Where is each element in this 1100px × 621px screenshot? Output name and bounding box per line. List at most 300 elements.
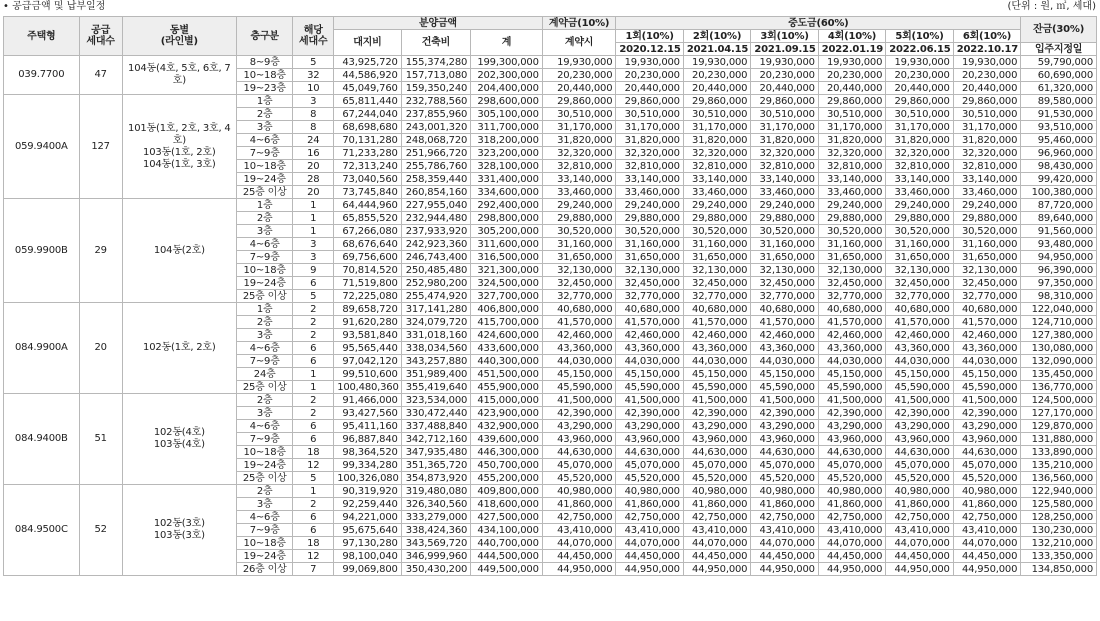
installment-5-cell: 41,860,000 bbox=[886, 498, 953, 511]
installment-2-cell: 43,410,000 bbox=[683, 524, 750, 537]
units-cell: 16 bbox=[293, 147, 334, 160]
installment-4-cell: 43,960,000 bbox=[818, 433, 885, 446]
installment-2-cell: 44,070,000 bbox=[683, 537, 750, 550]
units-cell: 3 bbox=[293, 251, 334, 264]
installment-1-cell: 43,410,000 bbox=[616, 524, 683, 537]
installment-6-cell: 31,160,000 bbox=[953, 238, 1021, 251]
installment-3-cell: 31,820,000 bbox=[751, 134, 818, 147]
supply-units-cell: 127 bbox=[79, 95, 122, 199]
deposit-cell: 31,170,000 bbox=[542, 121, 616, 134]
building-price-cell: 319,480,080 bbox=[401, 485, 471, 498]
land-price-cell: 65,811,440 bbox=[334, 95, 401, 108]
installment-4-cell: 44,070,000 bbox=[818, 537, 885, 550]
installment-3-cell: 45,070,000 bbox=[751, 459, 818, 472]
total-price-cell: 316,500,000 bbox=[471, 251, 543, 264]
units-cell: 3 bbox=[293, 95, 334, 108]
installment-4-cell: 42,390,000 bbox=[818, 407, 885, 420]
land-price-cell: 98,364,520 bbox=[334, 446, 401, 459]
installment-3-cell: 40,680,000 bbox=[751, 303, 818, 316]
deposit-cell: 43,410,000 bbox=[542, 524, 616, 537]
land-price-cell: 70,131,280 bbox=[334, 134, 401, 147]
header-total: 계 bbox=[471, 30, 543, 56]
balance-cell: 132,210,000 bbox=[1021, 537, 1097, 550]
installment-5-cell: 41,570,000 bbox=[886, 316, 953, 329]
installment-6-cell: 41,570,000 bbox=[953, 316, 1021, 329]
deposit-cell: 29,860,000 bbox=[542, 95, 616, 108]
deposit-cell: 32,130,000 bbox=[542, 264, 616, 277]
header-installment-2: 2회(10%) bbox=[683, 30, 750, 43]
header-deposit-timing: 계약시 bbox=[542, 30, 616, 56]
header-installment-3: 3회(10%) bbox=[751, 30, 818, 43]
supply-units-cell: 47 bbox=[79, 56, 122, 95]
total-price-cell: 204,400,000 bbox=[471, 82, 543, 95]
installment-5-cell: 29,240,000 bbox=[886, 199, 953, 212]
land-price-cell: 67,244,040 bbox=[334, 108, 401, 121]
deposit-cell: 29,240,000 bbox=[542, 199, 616, 212]
installment-6-cell: 20,230,000 bbox=[953, 69, 1021, 82]
installment-5-cell: 42,460,000 bbox=[886, 329, 953, 342]
land-price-cell: 92,259,440 bbox=[334, 498, 401, 511]
installment-3-cell: 43,290,000 bbox=[751, 420, 818, 433]
installment-1-cell: 41,500,000 bbox=[616, 394, 683, 407]
installment-4-cell: 45,520,000 bbox=[818, 472, 885, 485]
installment-3-cell: 29,240,000 bbox=[751, 199, 818, 212]
floor-cell: 1층 bbox=[237, 95, 293, 108]
installment-1-cell: 40,680,000 bbox=[616, 303, 683, 316]
deposit-cell: 33,460,000 bbox=[542, 186, 616, 199]
units-cell: 9 bbox=[293, 264, 334, 277]
land-price-cell: 93,427,560 bbox=[334, 407, 401, 420]
units-cell: 32 bbox=[293, 69, 334, 82]
total-price-cell: 311,600,000 bbox=[471, 238, 543, 251]
balance-cell: 96,390,000 bbox=[1021, 264, 1097, 277]
installment-3-cell: 43,410,000 bbox=[751, 524, 818, 537]
installment-1-cell: 31,820,000 bbox=[616, 134, 683, 147]
installment-1-cell: 44,450,000 bbox=[616, 550, 683, 563]
dong-cell: 102동(1호, 2호) bbox=[122, 303, 237, 394]
installment-2-cell: 40,680,000 bbox=[683, 303, 750, 316]
total-price-cell: 424,600,000 bbox=[471, 329, 543, 342]
installment-3-cell: 31,160,000 bbox=[751, 238, 818, 251]
installment-1-cell: 30,510,000 bbox=[616, 108, 683, 121]
units-cell: 3 bbox=[293, 238, 334, 251]
land-price-cell: 91,466,000 bbox=[334, 394, 401, 407]
total-price-cell: 451,500,000 bbox=[471, 368, 543, 381]
installment-1-cell: 19,930,000 bbox=[616, 56, 683, 69]
installment-2-cell: 44,450,000 bbox=[683, 550, 750, 563]
balance-cell: 136,560,000 bbox=[1021, 472, 1097, 485]
deposit-cell: 31,650,000 bbox=[542, 251, 616, 264]
balance-cell: 129,870,000 bbox=[1021, 420, 1097, 433]
installment-2-cell: 42,390,000 bbox=[683, 407, 750, 420]
total-price-cell: 298,600,000 bbox=[471, 95, 543, 108]
installment-4-cell: 29,240,000 bbox=[818, 199, 885, 212]
installment-5-cell: 42,390,000 bbox=[886, 407, 953, 420]
land-price-cell: 67,266,080 bbox=[334, 225, 401, 238]
installment-6-cell: 44,950,000 bbox=[953, 563, 1021, 576]
units-cell: 2 bbox=[293, 303, 334, 316]
deposit-cell: 41,500,000 bbox=[542, 394, 616, 407]
building-price-cell: 232,944,480 bbox=[401, 212, 471, 225]
table-row bbox=[4, 95, 1097, 108]
installment-6-cell: 32,130,000 bbox=[953, 264, 1021, 277]
installment-1-cell: 44,630,000 bbox=[616, 446, 683, 459]
floor-cell: 7~9층 bbox=[237, 433, 293, 446]
units-cell: 6 bbox=[293, 524, 334, 537]
units-cell: 1 bbox=[293, 368, 334, 381]
installment-1-cell: 29,860,000 bbox=[616, 95, 683, 108]
installment-3-cell: 45,520,000 bbox=[751, 472, 818, 485]
header-floor: 층구분 bbox=[237, 17, 293, 56]
balance-cell: 91,530,000 bbox=[1021, 108, 1097, 121]
balance-cell: 91,560,000 bbox=[1021, 225, 1097, 238]
floor-cell: 25층 이상 bbox=[237, 381, 293, 394]
building-price-cell: 242,923,360 bbox=[401, 238, 471, 251]
installment-4-cell: 31,160,000 bbox=[818, 238, 885, 251]
installment-3-cell: 43,960,000 bbox=[751, 433, 818, 446]
installment-3-cell: 33,140,000 bbox=[751, 173, 818, 186]
total-price-cell: 423,900,000 bbox=[471, 407, 543, 420]
units-cell: 2 bbox=[293, 329, 334, 342]
installment-5-cell: 29,880,000 bbox=[886, 212, 953, 225]
installment-2-cell: 44,030,000 bbox=[683, 355, 750, 368]
deposit-cell: 41,860,000 bbox=[542, 498, 616, 511]
floor-cell: 2층 bbox=[237, 108, 293, 121]
land-price-cell: 99,069,800 bbox=[334, 563, 401, 576]
installment-2-cell: 29,860,000 bbox=[683, 95, 750, 108]
installment-2-cell: 32,130,000 bbox=[683, 264, 750, 277]
header-supply-units: 공급 세대수 bbox=[79, 17, 122, 56]
installment-4-cell: 29,880,000 bbox=[818, 212, 885, 225]
installment-1-cell: 20,440,000 bbox=[616, 82, 683, 95]
total-price-cell: 455,900,000 bbox=[471, 381, 543, 394]
installment-4-cell: 43,360,000 bbox=[818, 342, 885, 355]
building-price-cell: 338,424,360 bbox=[401, 524, 471, 537]
floor-cell: 24층 bbox=[237, 368, 293, 381]
total-price-cell: 409,800,000 bbox=[471, 485, 543, 498]
installment-5-cell: 44,070,000 bbox=[886, 537, 953, 550]
installment-3-cell: 32,320,000 bbox=[751, 147, 818, 160]
installment-1-cell: 41,860,000 bbox=[616, 498, 683, 511]
land-price-cell: 70,814,520 bbox=[334, 264, 401, 277]
installment-6-cell: 40,680,000 bbox=[953, 303, 1021, 316]
units-cell: 6 bbox=[293, 355, 334, 368]
header-installment-3-date: 2021.09.15 bbox=[751, 43, 818, 56]
table-row bbox=[4, 303, 1097, 316]
installment-2-cell: 43,960,000 bbox=[683, 433, 750, 446]
land-price-cell: 95,565,440 bbox=[334, 342, 401, 355]
building-price-cell: 159,350,240 bbox=[401, 82, 471, 95]
header-land: 대지비 bbox=[334, 30, 401, 56]
installment-5-cell: 19,930,000 bbox=[886, 56, 953, 69]
installment-1-cell: 44,030,000 bbox=[616, 355, 683, 368]
building-price-cell: 351,989,400 bbox=[401, 368, 471, 381]
installment-6-cell: 31,820,000 bbox=[953, 134, 1021, 147]
balance-cell: 133,350,000 bbox=[1021, 550, 1097, 563]
installment-1-cell: 32,320,000 bbox=[616, 147, 683, 160]
units-cell: 1 bbox=[293, 381, 334, 394]
land-price-cell: 97,042,120 bbox=[334, 355, 401, 368]
balance-cell: 124,710,000 bbox=[1021, 316, 1097, 329]
units-cell: 28 bbox=[293, 173, 334, 186]
installment-1-cell: 32,810,000 bbox=[616, 160, 683, 173]
house-type-cell: 084.9400B bbox=[4, 394, 80, 485]
building-price-cell: 355,419,640 bbox=[401, 381, 471, 394]
installment-1-cell: 31,650,000 bbox=[616, 251, 683, 264]
deposit-cell: 42,750,000 bbox=[542, 511, 616, 524]
floor-cell: 4~6층 bbox=[237, 134, 293, 147]
deposit-cell: 43,960,000 bbox=[542, 433, 616, 446]
balance-cell: 130,230,000 bbox=[1021, 524, 1097, 537]
installment-6-cell: 29,860,000 bbox=[953, 95, 1021, 108]
installment-4-cell: 42,750,000 bbox=[818, 511, 885, 524]
building-price-cell: 323,534,000 bbox=[401, 394, 471, 407]
building-price-cell: 346,999,960 bbox=[401, 550, 471, 563]
deposit-cell: 31,160,000 bbox=[542, 238, 616, 251]
dong-cell: 102동(4호) 103동(4호) bbox=[122, 394, 237, 485]
installment-4-cell: 42,460,000 bbox=[818, 329, 885, 342]
land-price-cell: 71,233,280 bbox=[334, 147, 401, 160]
installment-6-cell: 42,390,000 bbox=[953, 407, 1021, 420]
installment-6-cell: 45,150,000 bbox=[953, 368, 1021, 381]
deposit-cell: 43,290,000 bbox=[542, 420, 616, 433]
balance-cell: 59,790,000 bbox=[1021, 56, 1097, 69]
installment-2-cell: 32,320,000 bbox=[683, 147, 750, 160]
floor-cell: 25층 이상 bbox=[237, 186, 293, 199]
total-price-cell: 440,300,000 bbox=[471, 355, 543, 368]
floor-cell: 4~6층 bbox=[237, 511, 293, 524]
installment-5-cell: 43,410,000 bbox=[886, 524, 953, 537]
installment-4-cell: 44,630,000 bbox=[818, 446, 885, 459]
installment-3-cell: 20,440,000 bbox=[751, 82, 818, 95]
floor-cell: 7~9층 bbox=[237, 524, 293, 537]
floor-cell: 2층 bbox=[237, 394, 293, 407]
building-price-cell: 248,068,720 bbox=[401, 134, 471, 147]
deposit-cell: 44,630,000 bbox=[542, 446, 616, 459]
balance-cell: 124,500,000 bbox=[1021, 394, 1097, 407]
total-price-cell: 455,200,000 bbox=[471, 472, 543, 485]
house-type-cell: 084.9900A bbox=[4, 303, 80, 394]
units-cell: 2 bbox=[293, 498, 334, 511]
balance-cell: 99,420,000 bbox=[1021, 173, 1097, 186]
balance-cell: 134,850,000 bbox=[1021, 563, 1097, 576]
units-cell: 10 bbox=[293, 82, 334, 95]
building-price-cell: 350,430,200 bbox=[401, 563, 471, 576]
balance-cell: 130,080,000 bbox=[1021, 342, 1097, 355]
building-price-cell: 343,257,880 bbox=[401, 355, 471, 368]
balance-cell: 133,890,000 bbox=[1021, 446, 1097, 459]
installment-2-cell: 44,950,000 bbox=[683, 563, 750, 576]
installment-6-cell: 32,770,000 bbox=[953, 290, 1021, 303]
floor-cell: 25층 이상 bbox=[237, 472, 293, 485]
installment-3-cell: 29,880,000 bbox=[751, 212, 818, 225]
total-price-cell: 449,500,000 bbox=[471, 563, 543, 576]
installment-3-cell: 43,360,000 bbox=[751, 342, 818, 355]
installment-3-cell: 42,390,000 bbox=[751, 407, 818, 420]
land-price-cell: 72,225,080 bbox=[334, 290, 401, 303]
floor-cell: 2층 bbox=[237, 485, 293, 498]
installment-6-cell: 31,650,000 bbox=[953, 251, 1021, 264]
installment-4-cell: 45,150,000 bbox=[818, 368, 885, 381]
units-cell: 8 bbox=[293, 108, 334, 121]
building-price-cell: 260,854,160 bbox=[401, 186, 471, 199]
building-price-cell: 331,018,160 bbox=[401, 329, 471, 342]
header-installment-6-date: 2022.10.17 bbox=[953, 43, 1021, 56]
installment-3-cell: 31,650,000 bbox=[751, 251, 818, 264]
supply-units-cell: 20 bbox=[79, 303, 122, 394]
deposit-cell: 44,070,000 bbox=[542, 537, 616, 550]
total-price-cell: 440,700,000 bbox=[471, 537, 543, 550]
installment-4-cell: 41,570,000 bbox=[818, 316, 885, 329]
installment-5-cell: 44,950,000 bbox=[886, 563, 953, 576]
installment-3-cell: 41,860,000 bbox=[751, 498, 818, 511]
units-cell: 6 bbox=[293, 511, 334, 524]
balance-cell: 135,210,000 bbox=[1021, 459, 1097, 472]
building-price-cell: 232,788,560 bbox=[401, 95, 471, 108]
units-cell: 6 bbox=[293, 420, 334, 433]
installment-6-cell: 32,450,000 bbox=[953, 277, 1021, 290]
units-cell: 1 bbox=[293, 212, 334, 225]
installment-2-cell: 29,880,000 bbox=[683, 212, 750, 225]
installment-1-cell: 45,070,000 bbox=[616, 459, 683, 472]
installment-1-cell: 43,360,000 bbox=[616, 342, 683, 355]
unit-note: (단위 : 원, ㎡, 세대) bbox=[1007, 1, 1096, 12]
deposit-cell: 32,450,000 bbox=[542, 277, 616, 290]
land-price-cell: 99,510,600 bbox=[334, 368, 401, 381]
installment-6-cell: 33,460,000 bbox=[953, 186, 1021, 199]
total-price-cell: 334,600,000 bbox=[471, 186, 543, 199]
total-price-cell: 450,700,000 bbox=[471, 459, 543, 472]
installment-3-cell: 19,930,000 bbox=[751, 56, 818, 69]
units-cell: 24 bbox=[293, 134, 334, 147]
installment-5-cell: 32,320,000 bbox=[886, 147, 953, 160]
balance-cell: 136,770,000 bbox=[1021, 381, 1097, 394]
floor-cell: 19~24층 bbox=[237, 550, 293, 563]
deposit-cell: 20,440,000 bbox=[542, 82, 616, 95]
header-installment-5: 5회(10%) bbox=[886, 30, 953, 43]
floor-cell: 1층 bbox=[237, 199, 293, 212]
installment-4-cell: 33,140,000 bbox=[818, 173, 885, 186]
installment-4-cell: 32,810,000 bbox=[818, 160, 885, 173]
installment-3-cell: 44,630,000 bbox=[751, 446, 818, 459]
installment-1-cell: 29,240,000 bbox=[616, 199, 683, 212]
land-price-cell: 43,925,720 bbox=[334, 56, 401, 69]
installment-3-cell: 44,070,000 bbox=[751, 537, 818, 550]
floor-cell: 3층 bbox=[237, 225, 293, 238]
house-type-cell: 084.9500C bbox=[4, 485, 80, 576]
installment-2-cell: 45,590,000 bbox=[683, 381, 750, 394]
installment-4-cell: 20,230,000 bbox=[818, 69, 885, 82]
balance-cell: 125,580,000 bbox=[1021, 498, 1097, 511]
installment-4-cell: 40,680,000 bbox=[818, 303, 885, 316]
installment-4-cell: 45,590,000 bbox=[818, 381, 885, 394]
installment-5-cell: 44,630,000 bbox=[886, 446, 953, 459]
installment-4-cell: 40,980,000 bbox=[818, 485, 885, 498]
units-cell: 1 bbox=[293, 485, 334, 498]
installment-5-cell: 32,770,000 bbox=[886, 290, 953, 303]
deposit-cell: 45,590,000 bbox=[542, 381, 616, 394]
installment-2-cell: 31,650,000 bbox=[683, 251, 750, 264]
floor-cell: 10~18층 bbox=[237, 160, 293, 173]
total-price-cell: 202,300,000 bbox=[471, 69, 543, 82]
header-units: 해당 세대수 bbox=[293, 17, 334, 56]
floor-cell: 8~9층 bbox=[237, 56, 293, 69]
house-type-cell: 059.9900B bbox=[4, 199, 80, 303]
floor-cell: 19~24층 bbox=[237, 459, 293, 472]
dong-cell: 104동(2호) bbox=[122, 199, 237, 303]
balance-cell: 98,310,000 bbox=[1021, 290, 1097, 303]
building-price-cell: 343,569,720 bbox=[401, 537, 471, 550]
installment-2-cell: 40,980,000 bbox=[683, 485, 750, 498]
installment-1-cell: 29,880,000 bbox=[616, 212, 683, 225]
deposit-cell: 42,390,000 bbox=[542, 407, 616, 420]
building-price-cell: 243,001,320 bbox=[401, 121, 471, 134]
balance-cell: 122,940,000 bbox=[1021, 485, 1097, 498]
installment-6-cell: 29,240,000 bbox=[953, 199, 1021, 212]
units-cell: 2 bbox=[293, 394, 334, 407]
installment-5-cell: 20,440,000 bbox=[886, 82, 953, 95]
installment-6-cell: 42,460,000 bbox=[953, 329, 1021, 342]
installment-6-cell: 44,450,000 bbox=[953, 550, 1021, 563]
installment-6-cell: 45,520,000 bbox=[953, 472, 1021, 485]
installment-3-cell: 41,570,000 bbox=[751, 316, 818, 329]
installment-2-cell: 45,070,000 bbox=[683, 459, 750, 472]
building-price-cell: 237,855,960 bbox=[401, 108, 471, 121]
header-sale-price: 분양금액 bbox=[334, 17, 543, 30]
total-price-cell: 321,300,000 bbox=[471, 264, 543, 277]
deposit-cell: 44,450,000 bbox=[542, 550, 616, 563]
installment-4-cell: 41,500,000 bbox=[818, 394, 885, 407]
balance-cell: 93,480,000 bbox=[1021, 238, 1097, 251]
deposit-cell: 45,070,000 bbox=[542, 459, 616, 472]
installment-3-cell: 30,510,000 bbox=[751, 108, 818, 121]
balance-cell: 97,350,000 bbox=[1021, 277, 1097, 290]
total-price-cell: 318,200,000 bbox=[471, 134, 543, 147]
floor-cell: 7~9층 bbox=[237, 355, 293, 368]
land-price-cell: 65,855,520 bbox=[334, 212, 401, 225]
installment-3-cell: 45,150,000 bbox=[751, 368, 818, 381]
installment-5-cell: 31,650,000 bbox=[886, 251, 953, 264]
floor-cell: 10~18층 bbox=[237, 264, 293, 277]
building-price-cell: 324,079,720 bbox=[401, 316, 471, 329]
land-price-cell: 95,675,640 bbox=[334, 524, 401, 537]
installment-2-cell: 45,150,000 bbox=[683, 368, 750, 381]
building-price-cell: 155,374,280 bbox=[401, 56, 471, 69]
dong-cell: 104동(4호, 5호, 6호, 7호) bbox=[122, 56, 237, 95]
deposit-cell: 30,510,000 bbox=[542, 108, 616, 121]
total-price-cell: 418,600,000 bbox=[471, 498, 543, 511]
installment-6-cell: 32,320,000 bbox=[953, 147, 1021, 160]
installment-5-cell: 44,030,000 bbox=[886, 355, 953, 368]
installment-6-cell: 43,960,000 bbox=[953, 433, 1021, 446]
building-price-cell: 342,712,160 bbox=[401, 433, 471, 446]
installment-2-cell: 42,750,000 bbox=[683, 511, 750, 524]
installment-6-cell: 43,360,000 bbox=[953, 342, 1021, 355]
installment-4-cell: 44,450,000 bbox=[818, 550, 885, 563]
installment-5-cell: 30,520,000 bbox=[886, 225, 953, 238]
deposit-cell: 45,520,000 bbox=[542, 472, 616, 485]
installment-6-cell: 41,860,000 bbox=[953, 498, 1021, 511]
building-price-cell: 333,279,000 bbox=[401, 511, 471, 524]
installment-6-cell: 44,030,000 bbox=[953, 355, 1021, 368]
units-cell: 1 bbox=[293, 199, 334, 212]
units-cell: 6 bbox=[293, 277, 334, 290]
installment-4-cell: 19,930,000 bbox=[818, 56, 885, 69]
deposit-cell: 33,140,000 bbox=[542, 173, 616, 186]
installment-1-cell: 33,460,000 bbox=[616, 186, 683, 199]
installment-3-cell: 20,230,000 bbox=[751, 69, 818, 82]
land-price-cell: 72,313,240 bbox=[334, 160, 401, 173]
